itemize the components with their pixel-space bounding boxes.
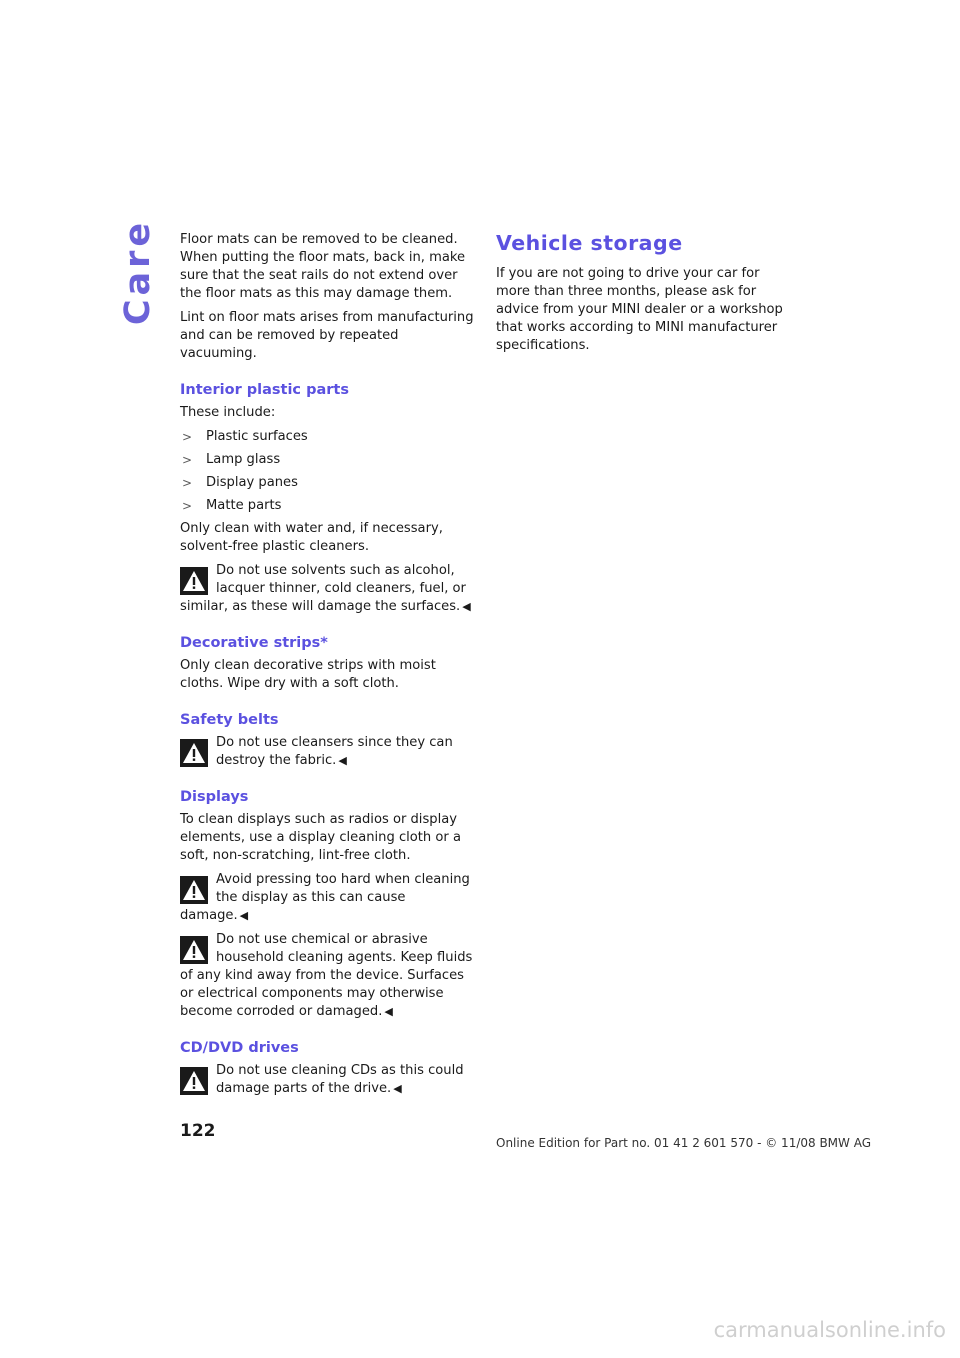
displays-paragraph: To clean displays such as radios or display elements, use a display cleaning cloth or a soft, non-scratching, lint-free cloth. <box>180 812 461 863</box>
side-tab <box>118 218 158 326</box>
warning-text: Avoid pressing too hard when cleaning the display as this can cause damage. <box>180 872 470 923</box>
list-item <box>180 497 476 515</box>
warning-triangle-icon <box>180 1067 208 1095</box>
warning-note <box>180 871 476 925</box>
warning-note <box>180 734 476 770</box>
floor-mats-paragraph-2: Lint on floor mats arises from manufacturing and can be removed by repeated vacuuming. <box>180 310 474 361</box>
interior-plastic-heading: Interior plastic parts <box>180 382 349 398</box>
decorative-strips-paragraph: Only clean decorative strips with moist cloths. Wipe dry with a soft cloth. <box>180 658 436 691</box>
warning-triangle-icon <box>180 876 208 904</box>
right-column <box>496 231 792 361</box>
vehicle-storage-paragraph: If you are not going to drive your car for more than three months, please ask for advice from your MINI dealer or a workshop that works according to MINI manufacturer specifications. <box>496 266 783 353</box>
list-item <box>180 428 476 446</box>
end-mark: ◀ <box>462 600 471 613</box>
list-item-text: Matte parts <box>206 498 282 513</box>
list-item <box>180 451 476 469</box>
left-column <box>180 231 476 1104</box>
interior-paragraph: Only clean with water and, if necessary, solvent-free plastic cleaners. <box>180 521 443 554</box>
end-mark: ◀ <box>393 1082 402 1095</box>
list-item-text: Plastic surfaces <box>206 429 308 444</box>
list-marker: > <box>182 430 193 444</box>
warning-triangle-icon <box>180 567 208 595</box>
end-mark: ◀ <box>338 754 347 767</box>
list-item <box>180 474 476 492</box>
warning-note <box>180 1062 476 1098</box>
cd-dvd-heading: CD/DVD drives <box>180 1040 299 1056</box>
vehicle-storage-heading: Vehicle storage <box>496 231 683 255</box>
end-mark: ◀ <box>239 909 249 922</box>
warning-note <box>180 562 476 616</box>
end-mark: ◀ <box>384 1005 393 1018</box>
watermark: carmanualsonline.info <box>713 1318 946 1342</box>
decorative-strips-heading: Decorative strips* <box>180 635 328 651</box>
warning-triangle-icon <box>180 936 208 964</box>
warning-text: Do not use cleansers since they can destroy the fabric. <box>216 735 453 768</box>
side-tab-label: Care <box>118 218 158 326</box>
warning-text: Do not use cleaning CDs as this could damage parts of the drive. <box>216 1063 464 1096</box>
list-item-text: Display panes <box>206 475 298 490</box>
interior-intro: These include: <box>180 405 276 420</box>
list-marker: > <box>182 476 193 490</box>
warning-text: Do not use solvents such as alcohol, lacquer thinner, cold cleaners, fuel, or similar, as these will damage the surfaces. <box>180 563 466 614</box>
list-item-text: Lamp glass <box>206 452 281 467</box>
warning-text: Do not use chemical or abrasive household cleaning agents. Keep fluids of any kind away from the device. Surfaces or electrical components may otherwise become corroded or damaged. <box>180 932 473 1019</box>
warning-note <box>180 931 476 1021</box>
warning-triangle-icon <box>180 739 208 767</box>
displays-heading: Displays <box>180 789 249 805</box>
list-marker: > <box>182 499 193 513</box>
footer-edition: Online Edition for Part no. 01 41 2 601 570 - © 11/08 BMW AG <box>496 1136 872 1150</box>
floor-mats-paragraph-1: Floor mats can be removed to be cleaned. When putting the floor mats, back in, make sure that the seat rails do not extend over the floor mats as this may damage them. <box>180 232 466 301</box>
safety-belts-heading: Safety belts <box>180 712 279 728</box>
page-number: 122 <box>180 1121 216 1141</box>
list-marker: > <box>182 453 193 467</box>
